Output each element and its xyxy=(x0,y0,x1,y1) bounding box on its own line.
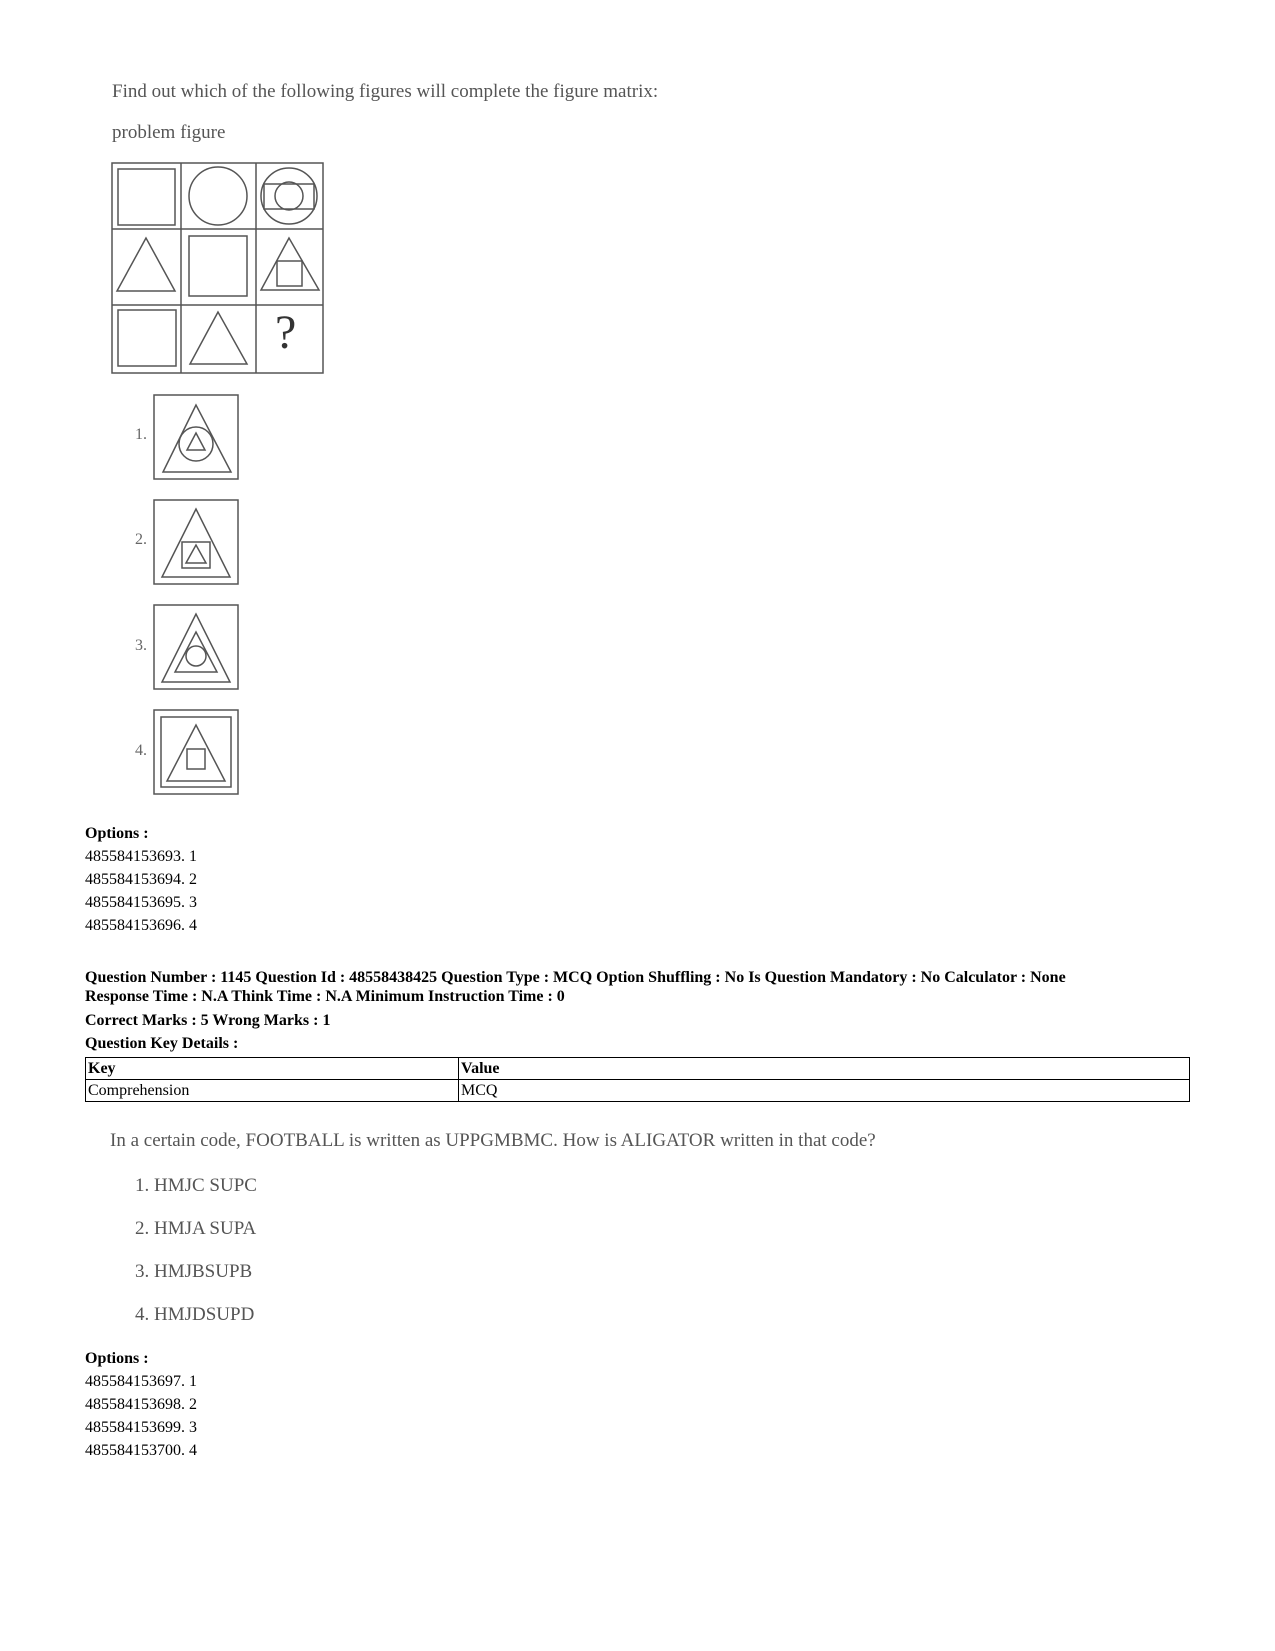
cell-square xyxy=(189,236,247,296)
cell-circle xyxy=(189,167,247,225)
cell-triangle xyxy=(190,312,247,364)
q2-meta-line-2: Response Time : N.A Think Time : N.A Minimum Instruction Time : 0 xyxy=(85,988,565,1005)
q1-option-4: 485584153696. 4 xyxy=(85,917,197,934)
cell-triangle xyxy=(117,238,175,291)
q1-option-2: 485584153694. 2 xyxy=(85,871,197,888)
problem-figure-matrix xyxy=(111,162,325,376)
choice-figure-2 xyxy=(153,499,240,587)
choice-figure-1 xyxy=(153,394,240,482)
q2-choice-1: 1. HMJC SUPC xyxy=(135,1175,257,1196)
table-cell-key: Comprehension xyxy=(86,1080,459,1102)
cell-square xyxy=(118,169,175,225)
q2-options-heading: Options : xyxy=(85,1350,149,1367)
choice-label-3: 3. xyxy=(135,637,147,654)
q2-choice-3: 3. HMJBSUPB xyxy=(135,1261,253,1282)
choice-label-1: 1. xyxy=(135,426,147,443)
q1-option-1: 485584153693. 1 xyxy=(85,848,197,865)
table-header-row xyxy=(86,1058,1190,1080)
choice-figure-4 xyxy=(153,709,240,797)
q1-problem-label: problem figure xyxy=(112,122,226,143)
q2-option-4: 485584153700. 4 xyxy=(85,1442,197,1459)
cell-triangle-outer xyxy=(261,238,319,290)
q2-meta xyxy=(85,968,1205,1006)
table-header-key: Key xyxy=(86,1058,459,1080)
table-header-value: Value xyxy=(459,1058,1190,1080)
q1-prompt: Find out which of the following figures will complete the figure matrix: xyxy=(112,81,659,102)
q2-choice-2: 2. HMJA SUPA xyxy=(135,1218,257,1239)
q2-key-table xyxy=(85,1057,1190,1102)
q2-key-details-heading: Question Key Details : xyxy=(85,1035,239,1052)
q2-option-3: 485584153699. 3 xyxy=(85,1419,197,1436)
q2-option-1: 485584153697. 1 xyxy=(85,1373,197,1390)
q2-meta-line-1: Question Number : 1145 Question Id : 48558438425 Question Type : MCQ Option Shuffling : No Is Question Mandatory : No Calculator : None xyxy=(85,969,1066,986)
cell-rectangle xyxy=(264,184,314,209)
q2-choice-4: 4. HMJDSUPD xyxy=(135,1304,255,1325)
q2-option-2: 485584153698. 2 xyxy=(85,1396,197,1413)
question-mark: ? xyxy=(275,306,297,359)
choice-label-4: 4. xyxy=(135,742,147,759)
q1-option-3: 485584153695. 3 xyxy=(85,894,197,911)
choice-label-2: 2. xyxy=(135,531,147,548)
cell-circle-inner xyxy=(275,182,303,210)
choice-figure-3 xyxy=(153,604,240,692)
cell-circle-outer xyxy=(261,168,317,224)
cell-square-inner xyxy=(277,261,302,286)
table-row xyxy=(86,1080,1190,1102)
q2-marks: Correct Marks : 5 Wrong Marks : 1 xyxy=(85,1012,331,1029)
q2-prompt: In a certain code, FOOTBALL is written as UPPGMBMC. How is ALIGATOR written in that code? xyxy=(110,1130,876,1151)
cell-square xyxy=(118,310,176,366)
table-cell-value: MCQ xyxy=(459,1080,1190,1102)
q1-options-heading: Options : xyxy=(85,825,149,842)
